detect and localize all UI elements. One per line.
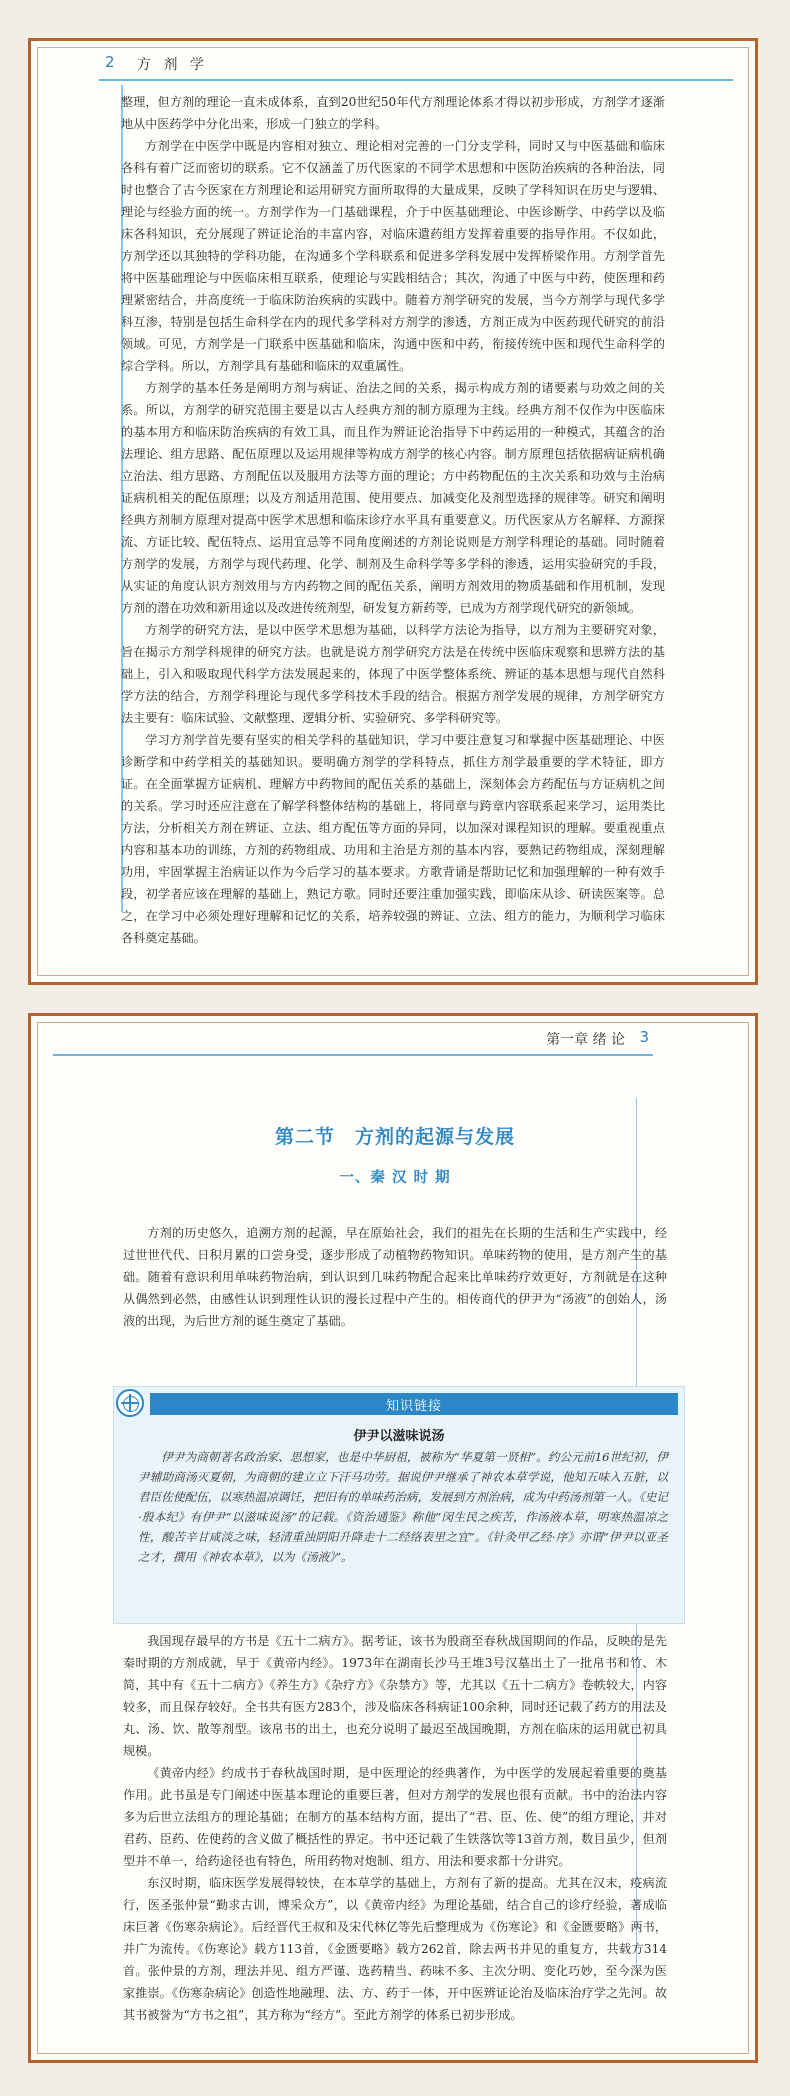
- book-page-2: [28, 38, 758, 985]
- knowledge-link-header: [150, 1393, 678, 1415]
- knowledge-link-label: 知识链接: [385, 1399, 442, 1414]
- page-number: 3: [639, 1028, 649, 1046]
- subsection-title: 一、秦 汉 时 期: [339, 1170, 451, 1186]
- paragraph: 东汉时期，临床医学发展得较快，在本草学的基础上，方剂有了新的提高。尤其在汉末，疫病流行，医圣张仲景“勤求古训，博采众方”，以《黄帝内经》为理论基础，结合自己的诊疗经验，著成临床巨著《伤寒杂病论》。后经晋代王叔和及宋代林亿等先后整理成为《伤寒论》和《金匮要略》两书，并广为流传。《伤寒论》载方113首，《金匮要略》载方262首，除去两书并见的重复方，共载方314首。张仲景的方剂，理法并见、组方严谨、选药精当、药味不多、主次分明、变化巧妙，至今深为医家推崇。《伤寒杂病论》创造性地融理、法、方、药于一体，开中医辨证论治及临床治疗学之先河。故其书被誉为“方书之祖”，其方称为“经方”。至此方剂学的体系已初步形成。: [123, 1876, 667, 2022]
- paragraph: 方剂学的研究方法，是以中医学术思想为基础，以科学方法论为指导，以方剂为主要研究对象，旨在揭示方剂学科规律的研究方法。也就是说方剂学研究方法是在传统中医临床观察和思辨方法的基础上，引入和吸取现代科学方法发展起来的，体现了中医学整体系统、辨证的基本思想与现代自然科学方法的结合，方剂学科理论与现代多学科技术手段的结合。根据方剂学发展的规律，方剂学研究方法主要有：临床试验、文献整理、逻辑分析、实验研究、多学科研究等。: [121, 623, 665, 725]
- page-number: 2: [105, 53, 115, 71]
- book-title: 方 剂 学: [137, 57, 208, 73]
- section-title: 第二节 方剂的起源与发展: [274, 1126, 515, 1148]
- globe-icon: [116, 1389, 144, 1417]
- knowledge-link-body: [138, 1447, 668, 1567]
- book-page-3: [28, 1013, 758, 2063]
- chapter-label: 第一章 绪 论: [546, 1032, 625, 1048]
- paragraph: 方剂学在中医学中既是内容相对独立、理论相对完善的一门分支学科，同时又与中医基础和临床各科有着广泛而密切的联系。它不仅涵盖了历代医家的不同学术思想和中医防治疾病的各种治法，同时也整合了古今医家在方剂理论和运用研究方面所取得的大量成果，反映了学科知识在历史与逻辑、理论与经验方面的统一。方剂学作为一门基础课程，介于中医基础理论、中医诊断学、中药学以及临床各科知识，充分展现了辨证论治的丰富内容，对临床遣药组方发挥着重要的指导作用。不仅如此，方剂学还以其独特的学科功能，在沟通多个学科联系和促进多学科发展中发挥桥梁作用。方剂学首先将中医基础理论与中医临床相互联系，使理论与实践相结合；其次，沟通了中医与中药，使医理和药理紧密结合，并高度统一于临床防治疾病的实践中。随着方剂学研究的发展，当今方剂学与现代多学科互渗，特别是包括生命科学在内的现代多学科对方剂学的渗透，方剂正成为中医药现代研究的前沿领域。可见，方剂学是一门联系中医基础和临床，沟通中医和中药，衔接传统中医和现代生命科学的综合学科。所以，方剂学具有基础和临床的双重属性。: [121, 139, 665, 373]
- knowledge-link-title: 伊尹以滋味说汤: [353, 1429, 445, 1444]
- running-header: [53, 1024, 733, 1058]
- paragraph: 整理，但方剂的理论一直未成体系，直到20世纪50年代方剂理论体系才得以初步形成，方剂学才逐渐地从中医药学中分化出来，形成一门独立的学科。: [121, 95, 665, 131]
- body-text: [123, 1222, 667, 1332]
- paragraph: 方剂学的基本任务是阐明方剂与病证、治法之间的关系，揭示构成方剂的诸要素与功效之间的关系。所以，方剂学的研究范围主要是以古人经典方剂的制方原理为主线。经典方剂不仅作为中医临床的基本用方和临床防治疾病的有效工具，而且作为辨证论治指导下中药运用的一种模式，其蕴含的治法理论、组方思路、配伍原理以及运用规律等构成方剂学的核心内容。制方原理包括依据病证病机确立治法、组方思路、方剂配伍以及服用方法等方面的理论；方中药物配伍的主次关系和功效与主治病证病机相关的配伍原理；以及方剂适用范围、使用要点、加减变化及剂型选择的规律等。研究和阐明经典方剂制方原理对提高中医学术思想和临床诊疗水平具有重要意义。历代医家从方名解释、方源探流、方证比较、配伍特点、运用宜忌等不同角度阐述的方剂论说则是方剂学科理论的基础。同时随着方剂学的发展，方剂学与现代药理、化学、制剂及生命科学等多学科的渗透，运用实验研究的手段，从实证的角度认识方剂效用与方内药物之间的配伍关系，阐明方剂效用的物质基础和作用机制，发现方剂的潜在功效和新用途以及改进传统剂型，研发复方新药等，已成为方剂学现代研究的新领域。: [121, 381, 665, 615]
- paragraph: 学习方剂学首先要有坚实的相关学科的基础知识，学习中要注意复习和掌握中医基础理论、中医诊断学和中药学相关的基础知识。要明确方剂学的学科特点，抓住方剂学最重要的学术特征，即方证。在全面掌握方证病机、理解方中药物间的配伍关系的基础上，深刻体会方药配伍与方证病机之间的关系。学习时还应注意在了解学科整体结构的基础上，将同章与跨章内容联系起来学习，运用类比方法，分析相关方剂在辨证、立法、组方配伍等方面的异同，以加深对课程知识的理解。要重视重点内容和基本功的训练，方剂的药物组成、功用和主治是方剂的基本内容，要熟记药物组成，深刻理解功用，牢固掌握主治病证以作为今后学习的基本要求。方歌背诵是帮助记忆和加强理解的一种有效手段，初学者应该在理解的基础上，熟记方歌。同时还要注重加强实践，即临床从诊、研读医案等。总之，在学习中必须处理好理解和记忆的关系，培养较强的辨证、立法、组方的能力，为顺利学习临床各科奠定基础。: [121, 733, 665, 945]
- header-rule: [53, 1054, 653, 1056]
- paragraph: 我国现存最早的方书是《五十二病方》。据考证，该书为殷商至春秋战国期间的作品，反映的是先秦时期的方剂成就，早于《黄帝内经》。1973年在湖南长沙马王堆3号汉墓出土了一批帛书和竹、木简，其中有《五十二病方》《养生方》《杂疗方》《杂禁方》等，尤其以《五十二病方》卷帙较大，内容较多，而且保存较好。全书共有医方283个，涉及临床各科病证100余种，同时还记载了药方的用法及丸、汤、饮、散等剂型。该帛书的出土，也充分说明了最迟至战国晚期，方剂在临床的运用就已初具规模。: [123, 1634, 667, 1758]
- paragraph: 方剂的历史悠久，追溯方剂的起源，早在原始社会，我们的祖先在长期的生活和生产实践中，经过世世代代、日积月累的口尝身受，逐步形成了动植物药物知识。单味药物的使用，是方剂产生的基础。随着有意识利用单味药物治病，到认识到几味药物配合起来比单味药疗效更好，方剂就是在这种从偶然到必然，由感性认识到理性认识的漫长过程中产生的。相传商代的伊尹为“汤液”的创始人，汤液的出现，为后世方剂的诞生奠定了基础。: [123, 1226, 667, 1328]
- body-text: [121, 91, 665, 949]
- header-rule: [99, 79, 733, 81]
- body-text: [123, 1630, 667, 2026]
- knowledge-link-box: [113, 1386, 685, 1624]
- paragraph: 《黄帝内经》约成书于春秋战国时期，是中医理论的经典著作，为中医学的发展起着重要的奠基作用。此书虽是专门阐述中医基本理论的重要巨著，但对方剂学的发展也很有贡献。书中的治法内容多为后世立法组方的理论基础；在制方的基本结构方面，提出了“君、臣、佐、使”的组方理论，并对君药、臣药、佐使药的含义做了概括性的界定。书中还记载了生铁落饮等13首方剂，数目虽少，但剂型并不单一，给药途径也有特色，所用药物对炮制、组方、用法和要求都十分讲究。: [123, 1766, 667, 1868]
- running-header: [53, 49, 733, 83]
- paragraph: 伊尹为商朝著名政治家、思想家，也是中华厨祖，被称为“华夏第一贤相”。约公元前16世纪初，伊尹辅助商汤灭夏朝，为商朝的建立立下汗马功劳。据说伊尹继承了神农本草学说，他知五味入五脏，以君臣佐使配伍，以寒热温凉调饪，把旧有的单味药治病，发展到方剂治病，成为中药汤剂第一人。《史记·殷本纪》有伊尹“以滋味说汤”的记载。《资治通鉴》称他“闵生民之疾苦，作汤液本草，明寒热温凉之性，酸苦辛甘咸淡之味，轻清重浊阴阳升降走十二经络表里之宜”。《针灸甲乙经·序》亦谓“伊尹以亚圣之才，撰用《神农本草》，以为《汤液》”。: [138, 1450, 668, 1564]
